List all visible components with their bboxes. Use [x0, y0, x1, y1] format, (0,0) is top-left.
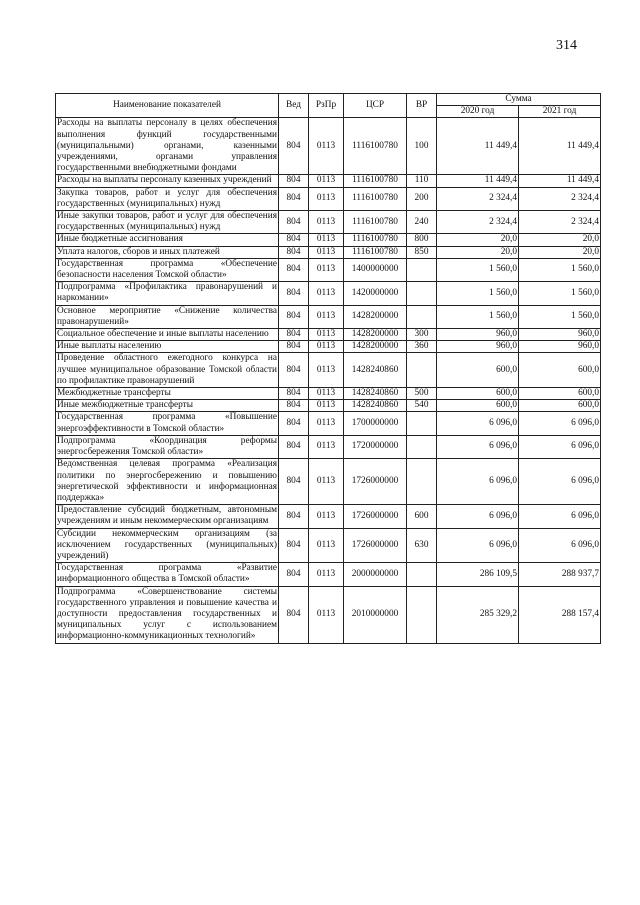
row-rzpr: 0113	[309, 563, 344, 586]
row-csr: 1428200000	[344, 341, 407, 353]
row-sum-2020: 20,0	[437, 246, 519, 258]
row-ved: 804	[279, 246, 309, 258]
row-vr	[407, 459, 437, 505]
row-vr: 200	[407, 187, 437, 210]
header-name: Наименование показателей	[56, 94, 279, 118]
row-ved: 804	[279, 459, 309, 505]
row-rzpr: 0113	[309, 388, 344, 400]
row-csr: 1726000000	[344, 528, 407, 563]
row-ved: 804	[279, 234, 309, 246]
row-name: Предоставление субсидий бюджетным, автономным учреждениям и иным некоммерческим организациям	[57, 505, 277, 527]
row-csr: 1428200000	[344, 329, 407, 341]
table-row	[56, 258, 601, 281]
header-csr: ЦСР	[344, 94, 407, 118]
row-name: Государственная программа «Обеспечение безопасности населения Томской области»	[57, 258, 277, 281]
table-row	[56, 305, 601, 328]
table-row	[56, 234, 601, 246]
row-sum-2021: 1 560,0	[519, 282, 601, 305]
header-sum: Сумма	[437, 94, 601, 106]
row-csr: 1428240860	[344, 400, 407, 412]
table-row	[56, 341, 601, 353]
row-csr: 1116100780	[344, 118, 407, 175]
row-sum-2020: 6 096,0	[437, 412, 519, 435]
row-rzpr: 0113	[309, 400, 344, 412]
row-rzpr: 0113	[309, 187, 344, 210]
row-csr: 1720000000	[344, 435, 407, 458]
header-ved: Вед	[279, 94, 309, 118]
row-csr: 1726000000	[344, 459, 407, 505]
row-sum-2021: 6 096,0	[519, 528, 601, 563]
row-sum-2020: 600,0	[437, 400, 519, 412]
row-name: Проведение областного ежегодного конкурса на лучшее муниципальное образование Томской области по профилактике правонарушений	[57, 353, 277, 386]
row-ved: 804	[279, 329, 309, 341]
row-ved: 804	[279, 305, 309, 328]
row-name: Иные бюджетные ассигнования	[56, 234, 279, 246]
row-sum-2020: 2 324,4	[437, 211, 519, 234]
table-row	[56, 175, 601, 187]
row-vr: 110	[407, 175, 437, 187]
row-ved: 804	[279, 388, 309, 400]
row-rzpr: 0113	[309, 305, 344, 328]
row-csr: 2010000000	[344, 586, 407, 643]
row-csr: 1428240860	[344, 388, 407, 400]
row-sum-2020: 6 096,0	[437, 528, 519, 563]
row-sum-2021: 1 560,0	[519, 305, 601, 328]
row-csr: 1116100780	[344, 175, 407, 187]
row-sum-2020: 1 560,0	[437, 258, 519, 281]
table-row	[56, 563, 601, 586]
row-vr: 500	[407, 388, 437, 400]
row-name: Ведомственная целевая программа «Реализация политики по энергосбережению и повышению энергетической эффективности и информационная поддержка»	[57, 459, 277, 503]
row-vr	[407, 282, 437, 305]
header-year-2020: 2020 год	[437, 106, 519, 118]
row-ved: 804	[279, 528, 309, 563]
row-name: Основное мероприятие «Снижение количества правонарушений»	[57, 305, 277, 327]
row-sum-2021: 6 096,0	[519, 412, 601, 435]
row-name: Субсидии некоммерческим организациям (за исключением государственных (муниципальных) учреждений)	[57, 528, 277, 561]
row-name: Уплата налогов, сборов и иных платежей	[56, 246, 279, 258]
row-sum-2021: 6 096,0	[519, 435, 601, 458]
row-sum-2021: 11 449,4	[519, 175, 601, 187]
table-row	[56, 329, 601, 341]
row-sum-2021: 960,0	[519, 341, 601, 353]
row-sum-2020: 6 096,0	[437, 459, 519, 505]
row-name: Иные межбюджетные трансферты	[56, 400, 279, 412]
row-name: Подпрограмма «Профилактика правонарушений и наркомании»	[57, 282, 277, 304]
row-csr: 1726000000	[344, 505, 407, 528]
row-sum-2020: 2 324,4	[437, 187, 519, 210]
row-csr: 2000000000	[344, 563, 407, 586]
row-ved: 804	[279, 412, 309, 435]
page-number: 314	[556, 38, 577, 53]
row-vr	[407, 435, 437, 458]
row-ved: 804	[279, 400, 309, 412]
table-row	[56, 586, 601, 643]
table-row	[56, 118, 601, 175]
table-row	[56, 505, 601, 528]
row-csr: 1116100780	[344, 211, 407, 234]
row-rzpr: 0113	[309, 246, 344, 258]
table-row	[56, 187, 601, 210]
row-csr: 1116100780	[344, 246, 407, 258]
row-name: Расходы на выплаты персоналу в целях обеспечения выполнения функций государственными (муниципальными) органами, казенными учреждениями, органами управления государственными внебюджетными фондами	[57, 118, 277, 174]
row-ved: 804	[279, 175, 309, 187]
table-row	[56, 459, 601, 505]
row-rzpr: 0113	[309, 505, 344, 528]
row-sum-2021: 11 449,4	[519, 118, 601, 175]
row-sum-2021: 288 937,7	[519, 563, 601, 586]
row-rzpr: 0113	[309, 459, 344, 505]
row-csr: 1116100780	[344, 187, 407, 210]
row-vr	[407, 586, 437, 643]
row-ved: 804	[279, 118, 309, 175]
table-row	[56, 412, 601, 435]
row-csr: 1420000000	[344, 282, 407, 305]
row-vr	[407, 258, 437, 281]
row-rzpr: 0113	[309, 329, 344, 341]
row-name: Социальное обеспечение и иные выплаты населению	[56, 329, 279, 341]
header-vr: ВР	[407, 94, 437, 118]
row-name: Государственная программа «Развитие информационного общества в Томской области»	[57, 563, 277, 585]
row-ved: 804	[279, 353, 309, 388]
row-ved: 804	[279, 282, 309, 305]
row-rzpr: 0113	[309, 282, 344, 305]
table-row	[56, 353, 601, 388]
row-csr: 1428240860	[344, 353, 407, 388]
row-rzpr: 0113	[309, 118, 344, 175]
row-vr	[407, 353, 437, 388]
row-vr	[407, 563, 437, 586]
row-sum-2021: 20,0	[519, 246, 601, 258]
row-name: Подпрограмма «Совершенствование системы государственного управления и повышение качества и доступности предоставления государственных и муниципальных услуг с использованием информационно-коммуникационных технологий»	[57, 586, 277, 642]
row-ved: 804	[279, 258, 309, 281]
row-ved: 804	[279, 211, 309, 234]
row-rzpr: 0113	[309, 586, 344, 643]
row-sum-2021: 600,0	[519, 400, 601, 412]
row-sum-2020: 600,0	[437, 353, 519, 388]
row-sum-2020: 6 096,0	[437, 505, 519, 528]
row-sum-2020: 1 560,0	[437, 282, 519, 305]
row-rzpr: 0113	[309, 412, 344, 435]
row-name: Иные закупки товаров, работ и услуг для обеспечения государственных (муниципальных) нужд	[57, 211, 277, 233]
header-rzpr: РзПр	[309, 94, 344, 118]
row-ved: 804	[279, 341, 309, 353]
row-rzpr: 0113	[309, 435, 344, 458]
budget-table	[55, 93, 601, 644]
row-name: Иные выплаты населению	[56, 341, 279, 353]
row-vr: 850	[407, 246, 437, 258]
row-sum-2021: 960,0	[519, 329, 601, 341]
row-vr: 360	[407, 341, 437, 353]
row-csr: 1700000000	[344, 412, 407, 435]
table-row	[56, 400, 601, 412]
row-name: Расходы на выплаты персоналу казенных учреждений	[56, 175, 279, 187]
row-vr: 630	[407, 528, 437, 563]
row-name: Государственная программа «Повышение энергоэффективности в Томской области»	[57, 412, 277, 434]
row-rzpr: 0113	[309, 353, 344, 388]
row-vr: 540	[407, 400, 437, 412]
row-rzpr: 0113	[309, 211, 344, 234]
row-sum-2020: 285 329,2	[437, 586, 519, 643]
row-sum-2021: 600,0	[519, 388, 601, 400]
row-sum-2021: 1 560,0	[519, 258, 601, 281]
row-csr: 1116100780	[344, 234, 407, 246]
row-sum-2020: 600,0	[437, 388, 519, 400]
row-vr: 800	[407, 234, 437, 246]
row-rzpr: 0113	[309, 234, 344, 246]
row-rzpr: 0113	[309, 258, 344, 281]
row-sum-2021: 20,0	[519, 234, 601, 246]
header-year-2021: 2021 год	[519, 106, 601, 118]
row-ved: 804	[279, 435, 309, 458]
table-row	[56, 528, 601, 563]
row-sum-2021: 2 324,4	[519, 211, 601, 234]
row-name: Межбюджетные трансферты	[56, 388, 279, 400]
row-rzpr: 0113	[309, 528, 344, 563]
row-vr	[407, 412, 437, 435]
table-row	[56, 388, 601, 400]
table-row	[56, 282, 601, 305]
row-vr: 100	[407, 118, 437, 175]
row-ved: 804	[279, 586, 309, 643]
row-sum-2020: 6 096,0	[437, 435, 519, 458]
row-sum-2020: 11 449,4	[437, 118, 519, 175]
row-vr: 300	[407, 329, 437, 341]
row-sum-2020: 1 560,0	[437, 305, 519, 328]
row-sum-2020: 11 449,4	[437, 175, 519, 187]
row-sum-2021: 6 096,0	[519, 459, 601, 505]
row-sum-2021: 288 157,4	[519, 586, 601, 643]
row-vr: 600	[407, 505, 437, 528]
row-sum-2021: 600,0	[519, 353, 601, 388]
row-sum-2021: 6 096,0	[519, 505, 601, 528]
row-sum-2020: 286 109,5	[437, 563, 519, 586]
row-sum-2020: 20,0	[437, 234, 519, 246]
table-row	[56, 211, 601, 234]
row-sum-2020: 960,0	[437, 329, 519, 341]
row-vr	[407, 305, 437, 328]
row-ved: 804	[279, 187, 309, 210]
row-vr: 240	[407, 211, 437, 234]
row-csr: 1400000000	[344, 258, 407, 281]
row-ved: 804	[279, 505, 309, 528]
row-csr: 1428200000	[344, 305, 407, 328]
table-row	[56, 435, 601, 458]
row-sum-2020: 960,0	[437, 341, 519, 353]
row-rzpr: 0113	[309, 175, 344, 187]
row-rzpr: 0113	[309, 341, 344, 353]
row-sum-2021: 2 324,4	[519, 187, 601, 210]
row-name: Закупка товаров, работ и услуг для обеспечения государственных (муниципальных) нужд	[57, 187, 277, 209]
row-name: Подпрограмма «Координация реформы энергосбережения Томской области»	[57, 435, 277, 458]
row-ved: 804	[279, 563, 309, 586]
table-row	[56, 246, 601, 258]
